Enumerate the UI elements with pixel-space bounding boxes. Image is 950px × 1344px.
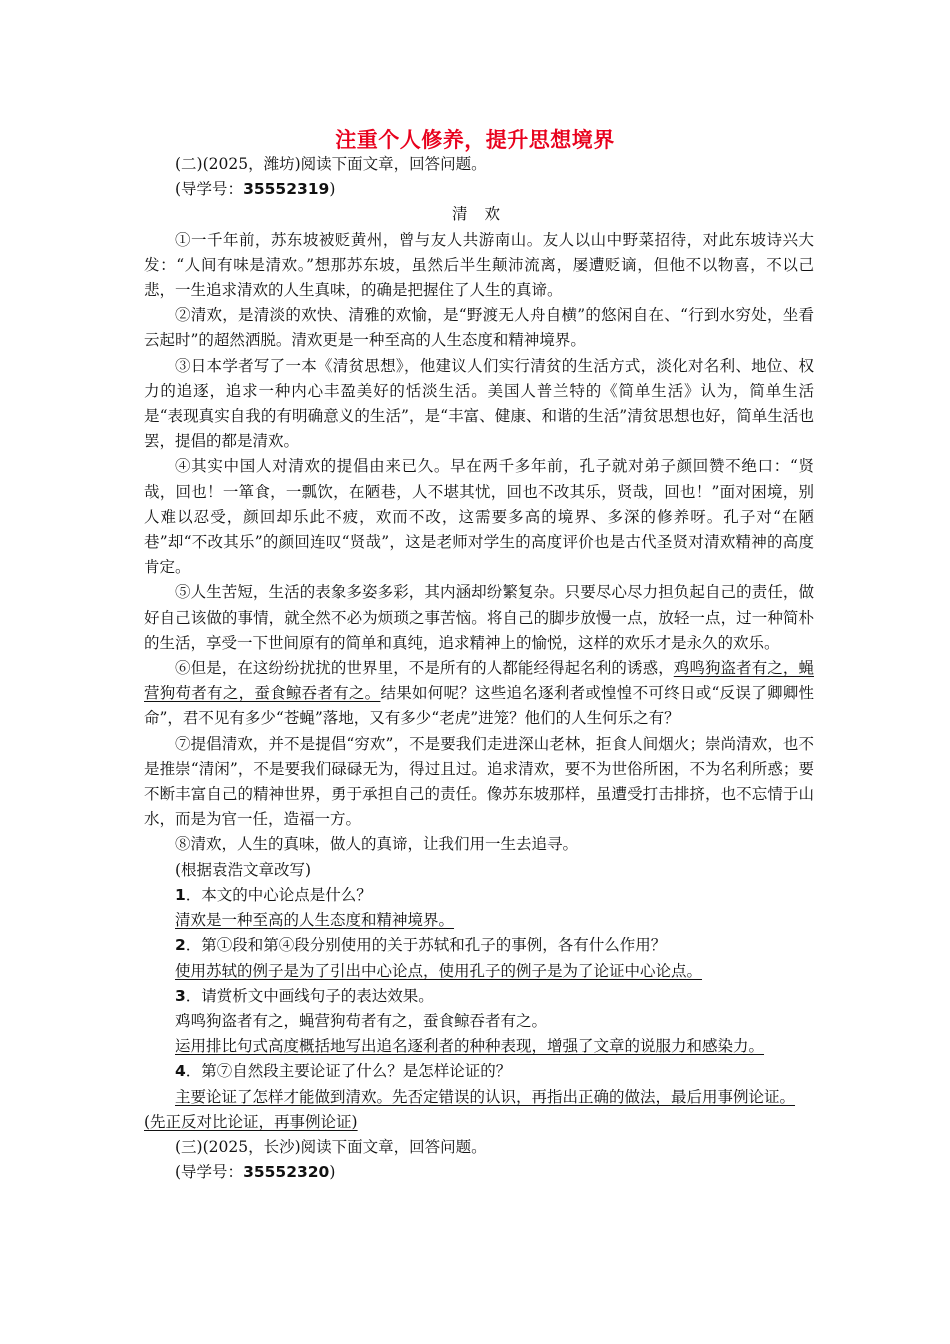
section-2-guide: (导学号：35552319) — [175, 180, 336, 199]
article-title: 清 欢 — [452, 205, 506, 224]
paragraph-4: ④其实中国人对清欢的提倡由来已久。早在两千多年前，孔子就对弟子颜回赞不绝口：“贤哉，回也！一箪食，一瓢饮，在陋巷，人不堪其忧，回也不改其乐，贤哉，回也！”面对困境，别人难以忍受，颜回却乐此不疲，欢而不改，这需要多高的境界、多深的修养呀。孔子对“在陋巷”却“不改其乐”的颜回连叹“贤哉”，这是老师对学生的高度评价也是古代圣贤对清欢精神的高度肯定。 — [144, 457, 814, 577]
paragraph-3: ③日本学者写了一本《清贫思想》，他建议人们实行清贫的生活方式，淡化对名利、地位、权力的追逐，追求一种内心丰盈美好的恬淡生活。美国人普兰特的《简单生活》认为，简单生活是“表现真实自我的有明确意义的生活”，是“丰富、健康、和谐的生活”清贫思想也好，简单生活也罢，提倡的都是清欢。 — [144, 356, 814, 451]
article-source: (根据袁浩文章改写) — [175, 860, 312, 879]
question-1: 1．本文的中心论点是什么？ — [175, 885, 372, 904]
paragraph-8: ⑧清欢，人生的真味，做人的真谛，让我们用一生去追寻。 — [175, 835, 579, 854]
paragraph-1: ①一千年前，苏东坡被贬黄州，曾与友人共游南山。友人以山中野菜招待，对此东坡诗兴大发：“人间有味是清欢。”想那苏东坡，虽然后半生颠沛流离，屡遭贬谪，但他不以物喜，不以己悲，一生追求清欢的人生真味，的确是把握住了人生的真谛。 — [144, 230, 814, 300]
answer-1: 清欢是一种至高的人生态度和精神境界。 — [175, 911, 455, 930]
document-body — [144, 152, 814, 1185]
answer-3: 运用排比句式高度概括地写出追名逐利者的种种表现，增强了文章的说服力和感染力。 — [175, 1037, 765, 1056]
section-2-intro: (二)(2025，潍坊)阅读下面文章，回答问题。 — [175, 155, 487, 173]
paragraph-6: ⑥但是，在这纷纷扰扰的世界里，不是所有的人都能经得起名利的诱惑，鸡鸣狗盗者有之，蝇营狗苟者有之，蚕食鲸吞者有之。结果如何呢？这些追名逐利者或惶惶不可终日或“反误了卿卿性命”，君不见有多少“苍蝇”落地，又有多少“老虎”进笼？他们的人生何乐之有？ — [144, 659, 814, 728]
underlined-sentence: 鸡鸣狗盗者有之，蝇营狗苟者有之，蚕食鲸吞者有之。 — [144, 659, 814, 703]
question-2: 2．第①段和第④段分别使用的关于苏轼和孔子的事例，各有什么作用？ — [175, 936, 667, 955]
section-3-guide: (导学号：35552320) — [175, 1163, 336, 1182]
guide-number: 35552319 — [243, 180, 330, 199]
page-title: 注重个人修养，提升思想境界 — [335, 128, 615, 152]
paragraph-2: ②清欢，是清淡的欢快、清雅的欢愉，是“野渡无人舟自横”的悠闲自在、“行到水穷处，坐看云起时”的超然洒脱。清欢更是一种至高的人生态度和精神境界。 — [144, 306, 814, 350]
guide-number: 35552320 — [243, 1163, 330, 1182]
question-3-quote: 鸡鸣狗盗者有之，蝇营狗苟者有之，蚕食鲸吞者有之。 — [175, 1011, 548, 1030]
answer-4: 主要论证了怎样才能做到清欢。先否定错误的认识，再指出正确的做法，最后用事例论证。(先正反对比论证，再事例论证) — [144, 1087, 796, 1131]
answer-2: 使用苏轼的例子是为了引出中心论点，使用孔子的例子是为了论证中心论点。 — [175, 961, 703, 980]
section-3-intro: (三)(2025，长沙)阅读下面文章，回答问题。 — [175, 1137, 487, 1156]
question-3: 3．请赏析文中画线句子的表达效果。 — [175, 986, 434, 1005]
paragraph-5: ⑤人生苦短，生活的表象多姿多彩，其内涵却纷繁复杂。只要尽心尽力担负起自己的责任，做好自己该做的事情，就全然不必为烦琐之事苦恼。将自己的脚步放慢一点，放轻一点，过一种简朴的生活，享受一下世间原有的简单和真纯，追求精神上的愉悦，这样的欢乐才是永久的欢乐。 — [144, 583, 814, 652]
question-4: 4．第⑦自然段主要论证了什么？是怎样论证的？ — [175, 1062, 512, 1081]
paragraph-7: ⑦提倡清欢，并不是提倡“穷欢”，不是要我们走进深山老林，拒食人间烟火；崇尚清欢，也不是推崇“清闲”，不是要我们碌碌无为，得过且过。追求清欢，要不为世俗所困，不为名利所惑；要不断丰富自己的精神世界，勇于承担自己的责任。像苏东坡那样，虽遭受打击排挤，也不忘情于山水，而是为官一任，造福一方。 — [144, 734, 814, 829]
